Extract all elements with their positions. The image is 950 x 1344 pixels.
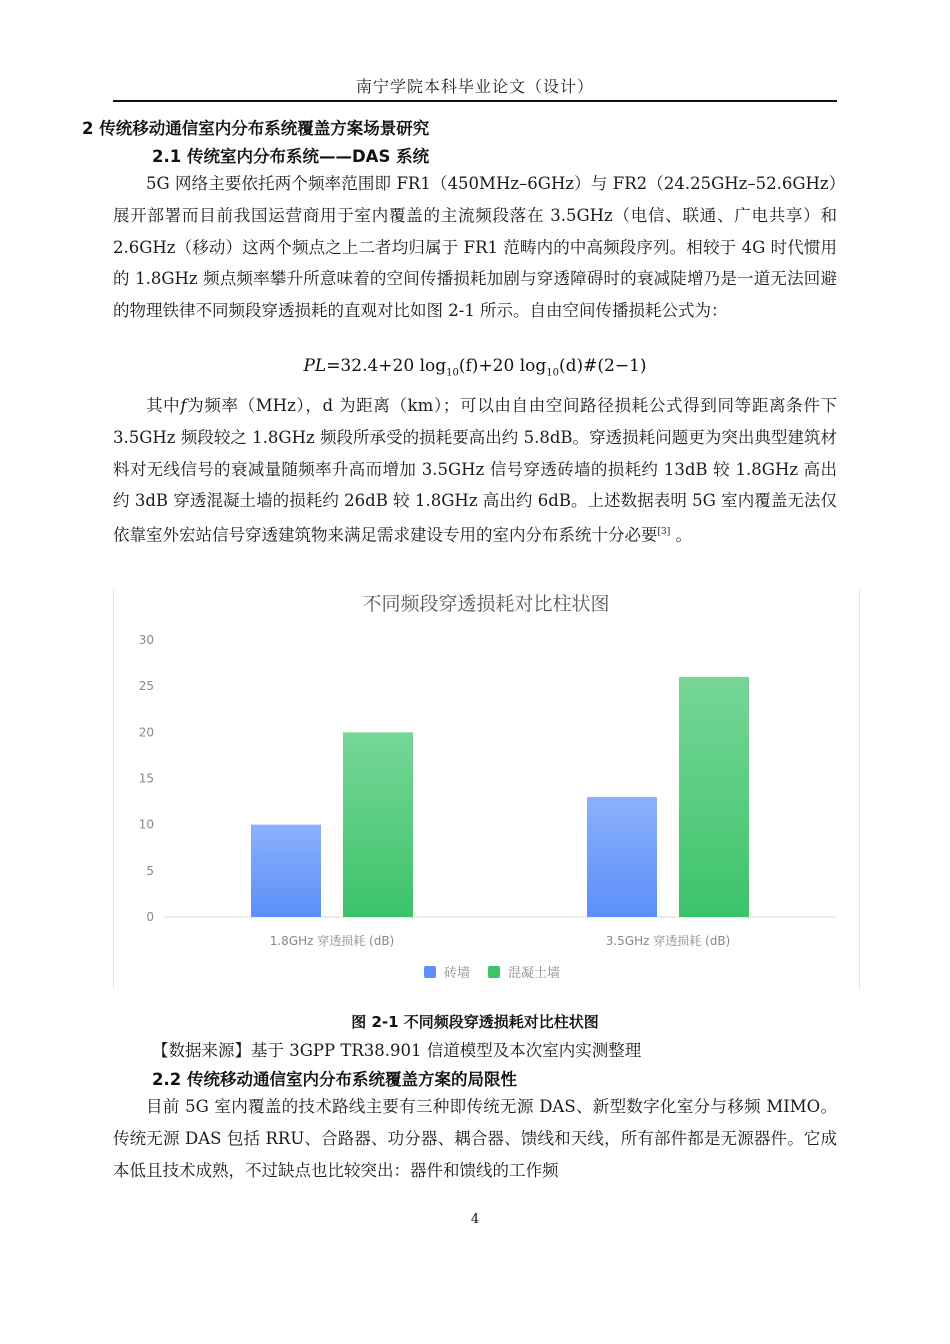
running-header: 南宁学院本科毕业论文（设计） <box>355 77 594 96</box>
formula-lhs: PL <box>303 356 327 376</box>
section-heading: 2 传统移动通信室内分布系统覆盖方案场景研究 <box>82 119 430 138</box>
formula-f: (f) <box>458 356 479 376</box>
y-tick-label: 30 <box>138 633 154 647</box>
bar <box>251 825 321 917</box>
page-number: 4 <box>470 1212 480 1227</box>
formula-mid: +20 log <box>478 356 547 376</box>
formula-tag: #(2−1) <box>583 356 647 376</box>
subsection-heading-2-2: 2.2 传统移动通信室内分布系统覆盖方案的局限性 <box>152 1070 517 1089</box>
formula-sub2: 10 <box>546 367 559 379</box>
paragraph-text: 目前 5G 室内覆盖的技术路线主要有三种即传统无源 DAS、新型数字化室分与移频 MIMO。传统无源 DAS 包括 RRU、合路器、功分器、耦合器、馈线和天线，所有部件都是无源器件。它成本低且技术成熟，不过缺点也比较突出：器件和馈线的工作频 <box>113 1097 837 1180</box>
y-tick-label: 20 <box>138 725 154 740</box>
paragraph-penetration-loss <box>113 390 837 551</box>
legend-swatch <box>488 966 500 978</box>
bar <box>587 797 657 917</box>
x-category-label: 3.5GHz 穿透损耗 (dB) <box>605 934 731 948</box>
bar <box>343 732 413 917</box>
citation-ref[interactable]: [3] <box>657 527 671 538</box>
y-tick-label: 10 <box>138 817 154 832</box>
figure-caption: 图 2-1 不同频段穿透损耗对比柱状图 <box>351 1013 599 1031</box>
header-rule <box>113 100 837 102</box>
para-main: 为频率（MHz），d 为距离（km）；可以由自由空间路径损耗公式得到同等距离条件下 3.5GHz 频段较之 1.8GHz 频段所承受的损耗要高出约 5.8dB。穿透损耗问题更为突出典型建筑材料对无线信号的衰减量随频率升高而增加 3.5GHz 信号穿透砖墙的损耗约 13dB 较 1.8GHz 高出约 3dB 穿透混凝土墙的损耗约 26dB 较 1.8GHz 高出约 6dB。上述数据表明 5G 室内覆盖无法仅依靠室外宏站信号穿透建筑物来满足需求建设专用的室内分布系统十分必要 <box>113 396 838 545</box>
y-tick-label: 5 <box>146 863 154 878</box>
legend-label: 混凝土墙 <box>508 966 561 981</box>
path-loss-formula <box>0 356 950 378</box>
bar-chart <box>113 589 860 989</box>
y-tick-label: 25 <box>138 679 154 694</box>
formula-eq: =32.4+20 log <box>326 356 447 376</box>
bar-chart-svg <box>114 589 859 989</box>
data-source-note: 【数据来源】基于 3GPP TR38.901 信道模型及本次室内实测整理 <box>152 1041 642 1060</box>
y-tick-label: 0 <box>146 910 154 924</box>
para-end: 。 <box>670 525 692 545</box>
chart-title: 不同频段穿透损耗对比柱状图 <box>362 593 610 615</box>
para-f-symbol: f <box>180 396 187 415</box>
legend-label: 砖墙 <box>444 966 471 981</box>
legend-swatch <box>424 966 436 978</box>
x-category-label: 1.8GHz 穿透损耗 (dB) <box>269 934 395 948</box>
subsection-heading-2-1: 2.1 传统室内分布系统——DAS 系统 <box>152 147 430 166</box>
paragraph-text: 5G 网络主要依托两个频率范围即 FR1（450MHz–6GHz）与 FR2（24.25GHz–52.6GHz）展开部署而目前我国运营商用于室内覆盖的主流频段落在 3.5GHz（电信、联通、广电共享）和 2.6GHz（移动）这两个频点之上二者均归属于 FR1 范畴内的中高频段序列。相较于 4G 时代惯用的 1.8GHz 频点频率攀升所意味着的空间传播损耗加剧与穿透障碍时的衰减陡增乃是一道无法回避的物理铁律不同频段穿透损耗的直观对比如图 2-1 所示。自由空间传播损耗公式为： <box>113 174 837 321</box>
bar <box>679 677 749 917</box>
para-prefix: 其中 <box>146 396 181 415</box>
paragraph-das-limitations <box>113 1091 837 1186</box>
y-tick-label: 15 <box>138 771 154 786</box>
paragraph-frequency-bands <box>113 168 837 327</box>
formula-sub1: 10 <box>446 367 459 379</box>
paragraph-text <box>113 390 837 551</box>
formula-d: (d) <box>559 356 584 376</box>
